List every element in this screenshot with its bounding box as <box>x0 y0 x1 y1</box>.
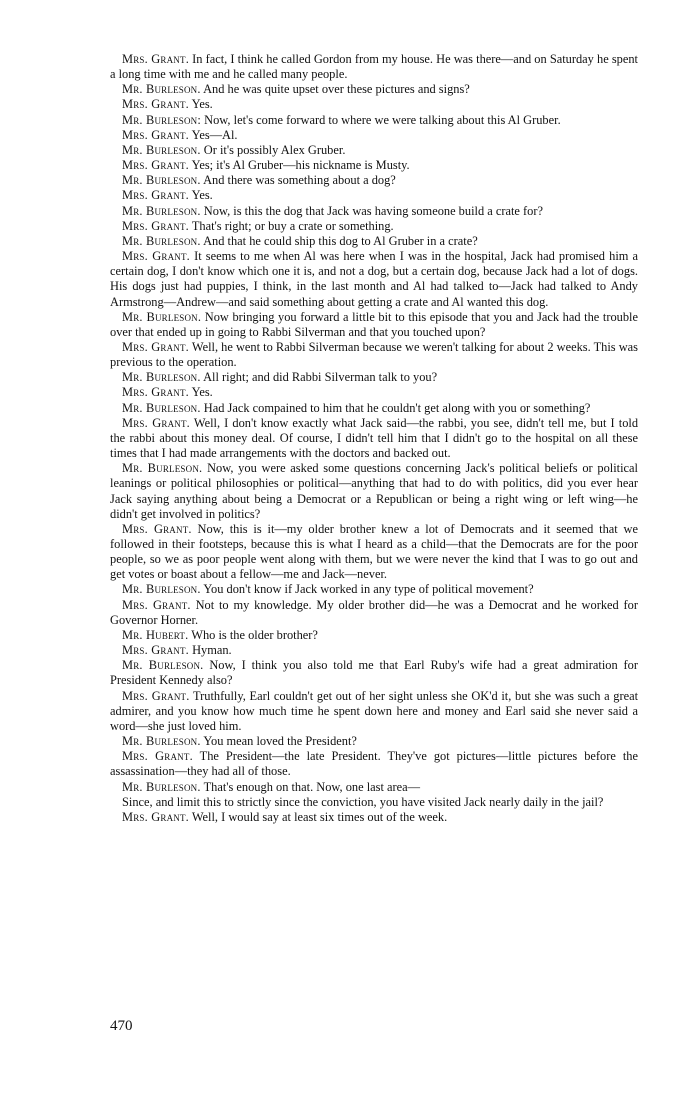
speech-text: Since, and limit this to strictly since the conviction, you have visited Jack nearly daily in the jail? <box>122 794 604 809</box>
transcript-paragraph <box>110 461 638 522</box>
transcript-body <box>110 52 638 825</box>
speech-text: Not to my knowledge. My older brother did—he was a Democrat and he worked for Governor Horner. <box>110 597 638 627</box>
speech-text: Or it's possibly Alex Gruber. <box>203 142 346 157</box>
speaker-label: Mr. Burleson. <box>122 309 202 324</box>
transcript-paragraph <box>110 598 638 628</box>
transcript-paragraph <box>110 249 638 310</box>
transcript-paragraph <box>110 52 638 82</box>
speaker-label: Mrs. Grant. <box>122 339 189 354</box>
transcript-paragraph <box>110 340 638 370</box>
speech-text: And there was something about a dog? <box>203 173 396 188</box>
speaker-label: Mrs. Grant. <box>122 521 192 536</box>
speaker-label: Mrs. Grant. <box>122 597 191 612</box>
speech-text: That's right; or buy a crate or something. <box>191 218 394 233</box>
speaker-label: Mr. Burleson. <box>122 461 203 476</box>
speaker-label: Mr. Burleson. <box>122 734 201 749</box>
speaker-label: Mr. Burleson. <box>122 400 201 415</box>
page-number: 470 <box>110 1018 133 1034</box>
transcript-paragraph <box>110 582 638 597</box>
speaker-label: Mr. Burleson. <box>122 582 201 597</box>
transcript-paragraph <box>110 128 638 143</box>
speaker-label: Mrs. Grant. <box>122 809 189 824</box>
speech-text: Now, I think you also told me that Earl Ruby's wife had a great admiration for President Kennedy also? <box>110 658 638 688</box>
speaker-label: Mr. Burleson. <box>122 203 201 218</box>
speaker-label: Mrs. Grant. <box>122 52 190 66</box>
speech-text: In fact, I think he called Gordon from my house. He was there—and on Saturday he spent a long time with me and he called many people. <box>110 52 638 82</box>
speech-text: Yes; it's Al Gruber—his nickname is Musty. <box>191 158 410 173</box>
transcript-paragraph <box>110 734 638 749</box>
transcript-paragraph <box>110 689 638 734</box>
speaker-label: Mrs. Grant. <box>122 249 190 264</box>
transcript-paragraph <box>110 370 638 385</box>
speaker-label: Mr. Burleson. <box>122 658 204 673</box>
transcript-paragraph <box>110 416 638 461</box>
speech-text: Truthfully, Earl couldn't get out of her sight unless she OK'd it, but she was such a great admirer, and you know how much time he spent down here and money and Earl said she never said a word—she just loved him. <box>110 688 639 733</box>
transcript-paragraph <box>110 385 638 400</box>
transcript-paragraph <box>110 173 638 188</box>
speech-text: And he was quite upset over these pictures and signs? <box>203 82 470 97</box>
speech-text: Now, you were asked some questions concerning Jack's political beliefs or political leanings or political philosophies or political—anything that had to do with politics, did you ever hear Jack saying anything about being a Democrat or a Republican or being a right wing or left wing—he didn't get involved in politics? <box>110 461 638 521</box>
speech-text: Well, I would say at least six times out of the week. <box>191 809 448 824</box>
speech-text: Now, this is it—my older brother knew a lot of Democrats and it seemed that we followed in their footsteps, because this is what I heard as a child—that the Democrats are for the poor people, so we as poor people went along with them, but we were never the kind that I was to go out and get votes or boast about a fellow—me and Jack—never. <box>110 521 638 582</box>
speaker-label: Mrs. Grant. <box>122 127 189 142</box>
speaker-label: Mr. Burleson. <box>122 779 201 794</box>
transcript-paragraph <box>110 143 638 158</box>
speaker-label: Mr. Burleson. <box>122 173 201 188</box>
transcript-paragraph <box>110 97 638 112</box>
speech-text: You mean loved the President? <box>203 734 357 749</box>
speaker-label: Mr. Hubert. <box>122 627 189 642</box>
transcript-paragraph <box>110 158 638 173</box>
speech-text: Well, I don't know exactly what Jack said—the rabbi, you see, didn't tell me, but I told the rabbi about this money deal. Of course, I didn't tell him that I didn't go to the hospital on all these times that I had made arrangements with the doctors and backed out. <box>110 415 639 461</box>
speech-text: Yes. <box>191 188 213 203</box>
transcript-paragraph <box>110 82 638 97</box>
speaker-label: Mrs. Grant. <box>122 218 189 233</box>
transcript-paragraph <box>110 204 638 219</box>
transcript-paragraph <box>110 522 638 583</box>
transcript-paragraph <box>110 749 638 779</box>
transcript-paragraph <box>110 628 638 643</box>
speech-text: Had Jack compained to him that he couldn't get along with you or something? <box>203 400 591 415</box>
transcript-paragraph <box>110 780 638 795</box>
speech-text: Now, let's come forward to where we were talking about this Al Gruber. <box>204 112 561 127</box>
transcript-paragraph <box>110 310 638 340</box>
speech-text: Who is the older brother? <box>191 627 318 642</box>
speech-text: It seems to me when Al was here when I was in the hospital, Jack had promised him a certain dog, I don't know which one it is, and not a dog, but a certain dog, because Jack had a lot of dogs. His dogs just had puppies, I think, in the last month and Al had talked to—Jack had talked to Andy Armstrong—Andrew—and said something about getting a crate and Al wanted this dog. <box>110 249 639 309</box>
transcript-paragraph <box>110 234 638 249</box>
transcript-paragraph <box>110 658 638 688</box>
speaker-label: Mrs. Grant. <box>122 415 190 430</box>
speaker-label: Mr. Burleson: <box>122 112 202 127</box>
transcript-paragraph <box>110 219 638 234</box>
speaker-label: Mr. Burleson. <box>122 82 201 97</box>
speaker-label: Mrs. Grant. <box>122 643 189 658</box>
speaker-label: Mrs. Grant. <box>122 97 189 112</box>
speech-text: Now bringing you forward a little bit to this episode that you and Jack had the trouble over that ended up in going to Rabbi Silverman and that you touched upon? <box>110 309 638 339</box>
speaker-label: Mrs. Grant. <box>122 158 189 173</box>
transcript-paragraph <box>110 188 638 203</box>
transcript-paragraph <box>110 810 638 825</box>
speaker-label: Mrs. Grant. <box>122 385 189 400</box>
transcript-paragraph <box>110 643 638 658</box>
speech-text: Yes. <box>191 385 213 400</box>
speaker-label: Mrs. Grant. <box>122 749 193 764</box>
speech-text: The President—the late President. They've got pictures—little pictures before the assassination—they had all of those. <box>110 749 638 779</box>
transcript-paragraph <box>110 795 638 810</box>
speech-text: Yes. <box>191 97 213 112</box>
speaker-label: Mrs. Grant. <box>122 188 189 203</box>
speaker-label: Mr. Burleson. <box>122 142 201 157</box>
speech-text: Hyman. <box>192 643 232 658</box>
speech-text: And that he could ship this dog to Al Gruber in a crate? <box>203 233 478 248</box>
speaker-label: Mrs. Grant. <box>122 688 190 703</box>
transcript-paragraph <box>110 113 638 128</box>
speech-text: Well, he went to Rabbi Silverman because we weren't talking for about 2 weeks. This was previous to the operation. <box>110 339 638 370</box>
speech-text: That's enough on that. Now, one last area— <box>203 779 421 794</box>
speaker-label: Mr. Burleson. <box>122 233 201 248</box>
speech-text: Now, is this the dog that Jack was having someone build a crate for? <box>203 203 543 218</box>
transcript-paragraph <box>110 401 638 416</box>
speech-text: You don't know if Jack worked in any type of political movement? <box>203 582 534 597</box>
speech-text: Yes—Al. <box>191 127 238 142</box>
speaker-label: Mr. Burleson. <box>122 370 201 385</box>
speech-text: All right; and did Rabbi Silverman talk to you? <box>203 370 438 385</box>
